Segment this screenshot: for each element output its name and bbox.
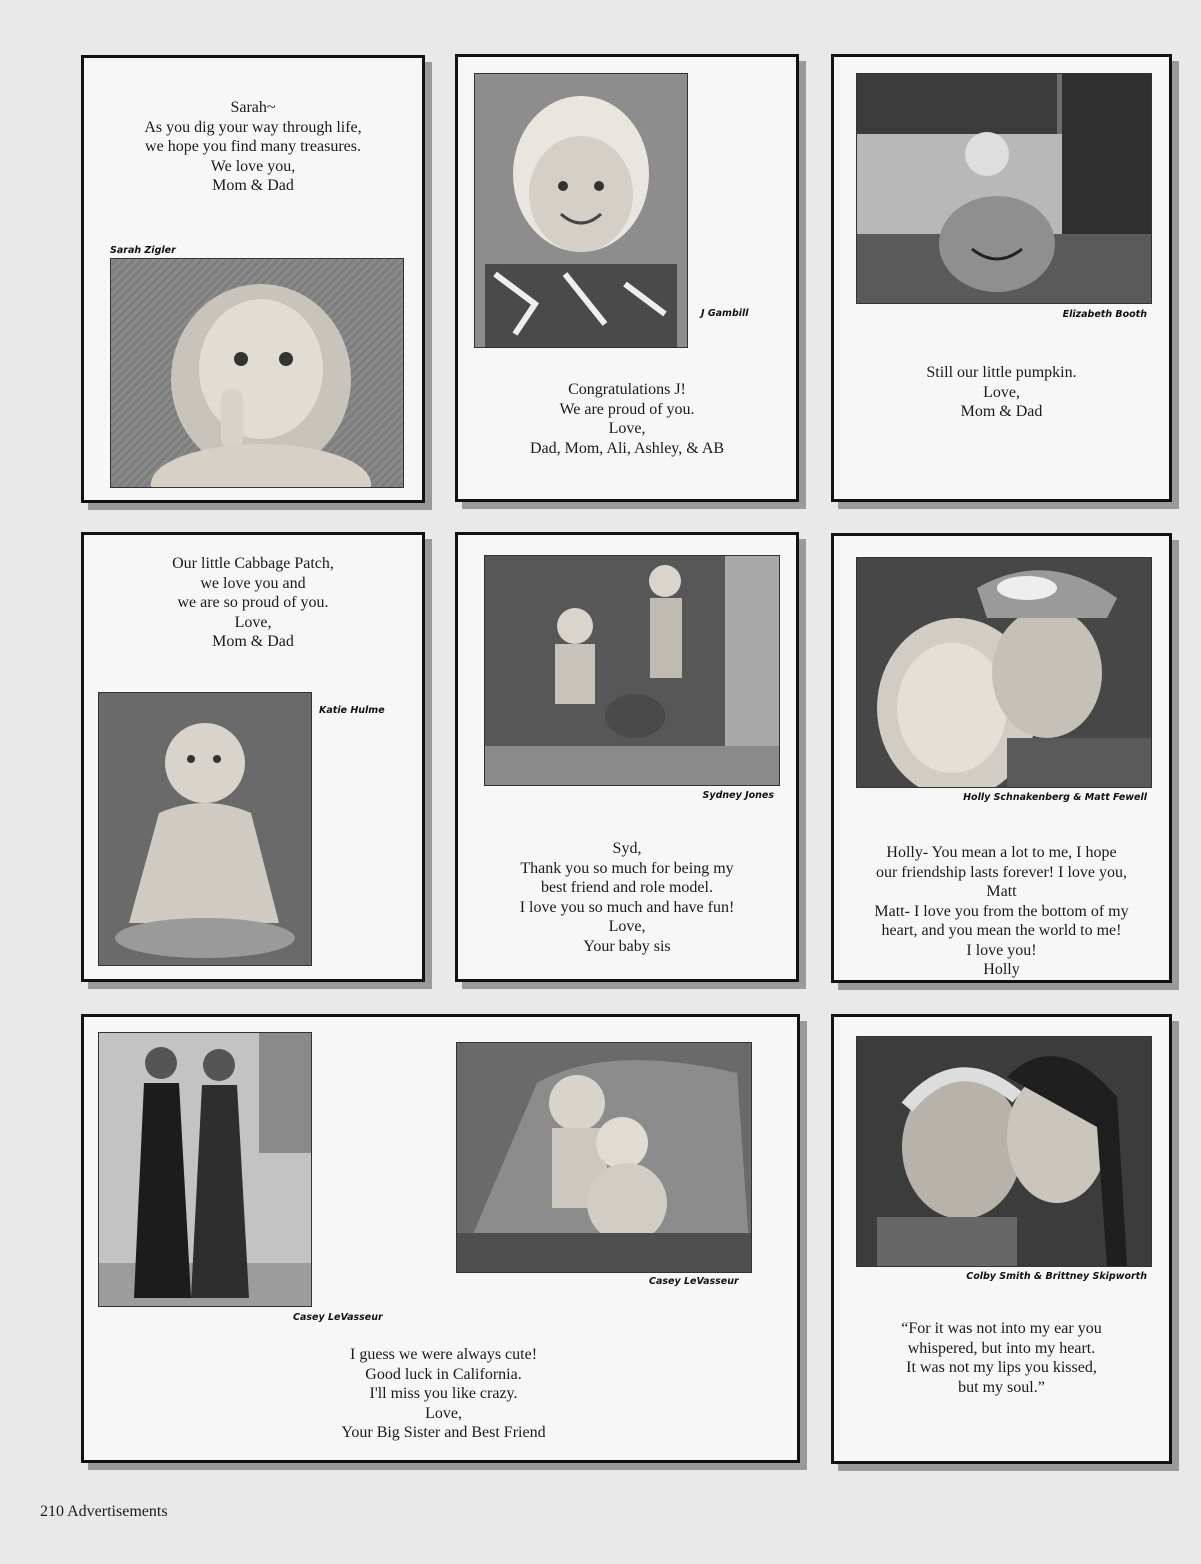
ad-colby-brittney — [831, 1014, 1172, 1464]
ad-message: Holly- You mean a lot to me, I hope our friendship lasts forever! I love you, Matt Matt- I love you from the bottom of my heart, and you mean the world to me! I love you! Holly — [874, 844, 1129, 978]
photo-holly-matt — [856, 557, 1152, 788]
photo-casey-sisters — [98, 1032, 312, 1307]
photo-caption: J Gambill — [701, 308, 749, 319]
ad-message: I guess we were always cute! Good luck in California. I'll miss you like crazy. Love, Your Big Sister and Best Friend — [341, 1346, 546, 1441]
ad-message: Still our little pumpkin. Love, Mom & Dad — [926, 364, 1077, 420]
section-name: Advertisements — [67, 1503, 168, 1520]
ad-holly-matt — [831, 533, 1172, 983]
photo-caption: Casey LeVasseur — [293, 1312, 383, 1323]
ad-message: “For it was not into my ear you whispered, but into my heart. It was not my lips you kissed, but my soul.” — [901, 1320, 1102, 1396]
photo-j — [474, 73, 688, 348]
photo-colby-brittney — [856, 1036, 1152, 1267]
photo-caption: Colby Smith & Brittney Skipworth — [966, 1271, 1147, 1282]
ad-casey-levasseur — [81, 1014, 800, 1463]
photo-katie — [98, 692, 312, 966]
ad-message: Congratulations J! We are proud of you. Love, Dad, Mom, Ali, Ashley, & AB — [529, 381, 725, 457]
photo-caption: Sarah Zigler — [110, 245, 176, 256]
photo-caption: Katie Hulme — [319, 705, 385, 716]
photo-caption: Casey LeVasseur — [649, 1276, 739, 1287]
photo-casey-kids — [456, 1042, 752, 1273]
page-number: 210 — [40, 1503, 64, 1520]
ad-j-gambill — [455, 54, 799, 502]
photo-caption: Elizabeth Booth — [1062, 309, 1147, 320]
photo-sarah — [110, 258, 404, 488]
ad-sarah-zigler — [81, 55, 425, 503]
photo-caption: Holly Schnakenberg & Matt Fewell — [963, 792, 1147, 803]
photo-sydney — [484, 555, 780, 786]
page-footer — [40, 1503, 168, 1521]
photo-caption: Sydney Jones — [702, 790, 774, 801]
ad-message: Our little Cabbage Patch, we love you and we are so proud of you. Love, Mom & Dad — [172, 555, 334, 650]
ad-message: Syd, Thank you so much for being my best friend and role model. I love you so much and have fun! Love, Your baby sis — [519, 840, 735, 955]
ad-elizabeth-booth — [831, 54, 1172, 502]
ad-katie-hulme — [81, 532, 425, 982]
ad-sydney-jones — [455, 532, 799, 982]
ad-message: Sarah~ As you dig your way through life, we hope you find many treasures. We love you, Mom & Dad — [144, 99, 362, 194]
photo-elizabeth — [856, 73, 1152, 304]
